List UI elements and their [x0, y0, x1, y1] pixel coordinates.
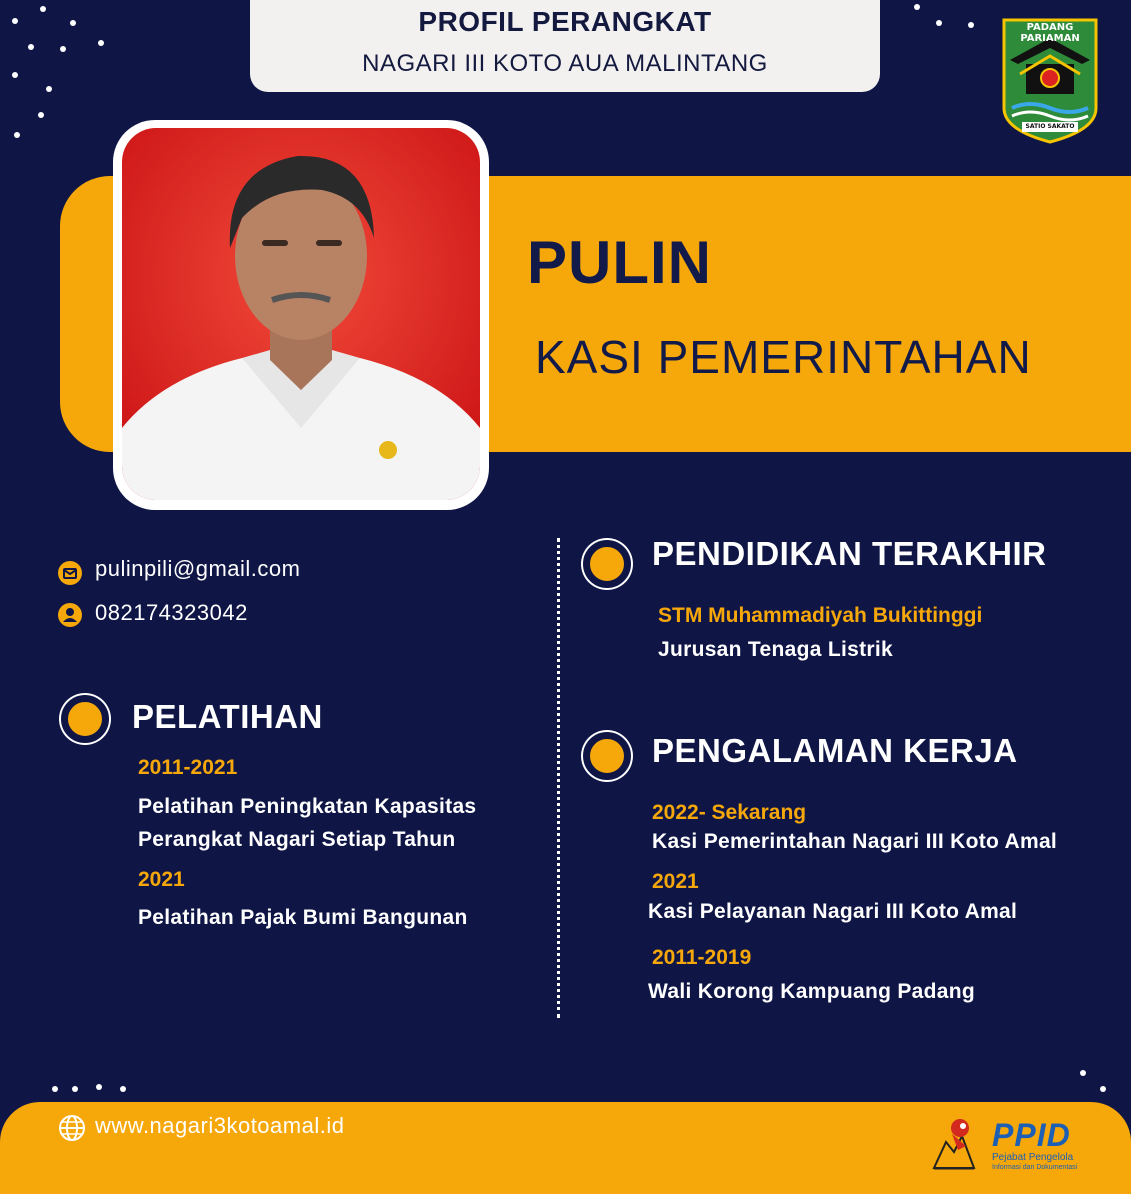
pengalaman-year-3: 2011-2019: [652, 946, 752, 969]
page-subtitle: NAGARI III KOTO AUA MALINTANG: [362, 50, 768, 77]
user-icon: [58, 603, 82, 627]
pendidikan-school: STM Muhammadiyah Bukittinggi: [658, 604, 983, 627]
mail-icon: [58, 561, 82, 585]
pelatihan-item-1-line-1: Pelatihan Peningkatan Kapasitas: [138, 795, 477, 818]
pengalaman-item-2: Kasi Pelayanan Nagari III Koto Amal: [648, 900, 1018, 923]
phone-text: 082174323042: [95, 600, 248, 625]
logo-motto-label: SATIO SAKATO: [1022, 122, 1078, 132]
pengalaman-year-1: 2022- Sekarang: [652, 801, 807, 824]
person-name: PULIN: [527, 229, 712, 296]
pengalaman-bullet: [583, 732, 631, 780]
pelatihan-bullet: [61, 695, 109, 743]
website-link[interactable]: www.nagari3kotoamal.id: [95, 1113, 345, 1138]
ppid-line-2: Informasi dan Dokumentasi: [992, 1164, 1078, 1171]
pengalaman-item-3: Wali Korong Kampuang Padang: [648, 980, 975, 1003]
page-title: PROFIL PERANGKAT: [418, 6, 712, 37]
globe-icon: [58, 1114, 86, 1142]
pelatihan-item-1-line-2: Perangkat Nagari Setiap Tahun: [138, 828, 456, 851]
mascot-logo: [930, 1112, 978, 1172]
ppid-title: PPID: [992, 1117, 1071, 1153]
column-divider: [557, 538, 560, 1018]
logo-region-label: PADANG PARIAMAN: [1020, 22, 1080, 44]
pelatihan-title: PELATIHAN: [132, 698, 323, 735]
pengalaman-item-1: Kasi Pemerintahan Nagari III Koto Amal: [652, 830, 1058, 853]
pelatihan-item-2: Pelatihan Pajak Bumi Bangunan: [138, 906, 468, 929]
pendidikan-bullet: [583, 540, 631, 588]
email-text[interactable]: pulinpili@gmail.com: [95, 556, 301, 581]
pelatihan-year-1: 2011-2021: [138, 756, 238, 779]
pelatihan-year-2: 2021: [138, 868, 185, 891]
ppid-line-1: Pejabat Pengelola: [992, 1152, 1074, 1163]
pendidikan-major: Jurusan Tenaga Listrik: [658, 638, 893, 661]
mascot-icon: [930, 1112, 978, 1172]
pendidikan-title: PENDIDIKAN TERAKHIR: [652, 535, 1047, 572]
person-position: KASI PEMERINTAHAN: [535, 331, 1032, 383]
regency-logo: [1000, 16, 1100, 144]
header-card: [250, 0, 880, 92]
ppid-logo: [992, 1118, 1102, 1172]
portrait-photo: [122, 128, 480, 500]
pengalaman-title: PENGALAMAN KERJA: [652, 732, 1018, 769]
pengalaman-year-2: 2021: [652, 870, 699, 893]
portrait-photo-icon: [122, 128, 480, 500]
